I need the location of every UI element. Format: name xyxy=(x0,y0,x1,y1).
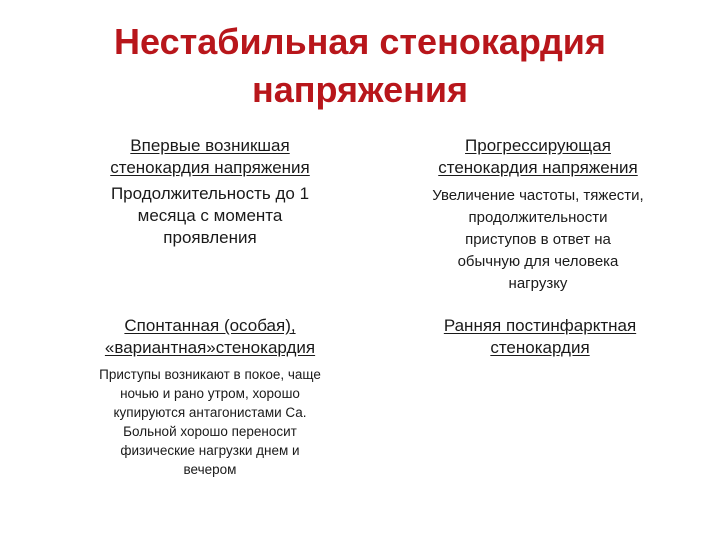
variant-angina-heading xyxy=(20,315,400,359)
description-line: вечером xyxy=(183,462,237,477)
description-line: Больной хорошо переносит xyxy=(123,424,297,439)
progressive-angina-block xyxy=(368,135,708,295)
first-onset-angina-block xyxy=(40,135,380,249)
description-line: ночью и рано утром, хорошо xyxy=(120,386,300,401)
description-line: физические нагрузки днем и xyxy=(120,443,300,458)
slide-title-line-1: Нестабильная стенокардия xyxy=(114,21,606,62)
heading-line: Спонтанная (особая), xyxy=(124,316,296,335)
first-onset-angina-description xyxy=(40,183,380,249)
heading-line: Впервые возникшая xyxy=(130,136,290,155)
early-postinfarction-angina-block xyxy=(380,315,700,359)
description-line: проявления xyxy=(163,228,257,247)
first-onset-angina-heading xyxy=(40,135,380,179)
heading-line: стенокардия напряжения xyxy=(438,158,638,177)
description-line: купируются антагонистами Са. xyxy=(113,405,307,420)
heading-line: Ранняя постинфарктная xyxy=(443,316,637,335)
description-line: Продолжительность до 1 xyxy=(110,184,310,203)
progressive-angina-heading xyxy=(368,135,708,179)
description-line: месяца с момента xyxy=(137,206,283,225)
slide-title xyxy=(0,18,720,114)
heading-line: стенокардия напряжения xyxy=(110,158,310,177)
heading-line: стенокардия xyxy=(490,338,590,357)
description-line: нагрузку xyxy=(508,275,568,292)
slide-title-line-2: напряжения xyxy=(252,69,468,110)
heading-line: Прогрессирующая xyxy=(465,136,611,155)
description-line: продолжительности xyxy=(468,209,608,226)
description-line: приступов в ответ на xyxy=(465,231,611,248)
progressive-angina-description xyxy=(368,185,708,295)
variant-angina-block xyxy=(20,315,400,479)
description-line: обычную для человека xyxy=(457,253,619,270)
heading-line: «вариантная»стенокардия xyxy=(104,338,316,357)
description-line: Приступы возникают в покое, чаще xyxy=(99,367,321,382)
early-postinfarction-angina-heading xyxy=(380,315,700,359)
variant-angina-description xyxy=(20,365,400,479)
description-line: Увеличение частоты, тяжести, xyxy=(432,187,644,204)
